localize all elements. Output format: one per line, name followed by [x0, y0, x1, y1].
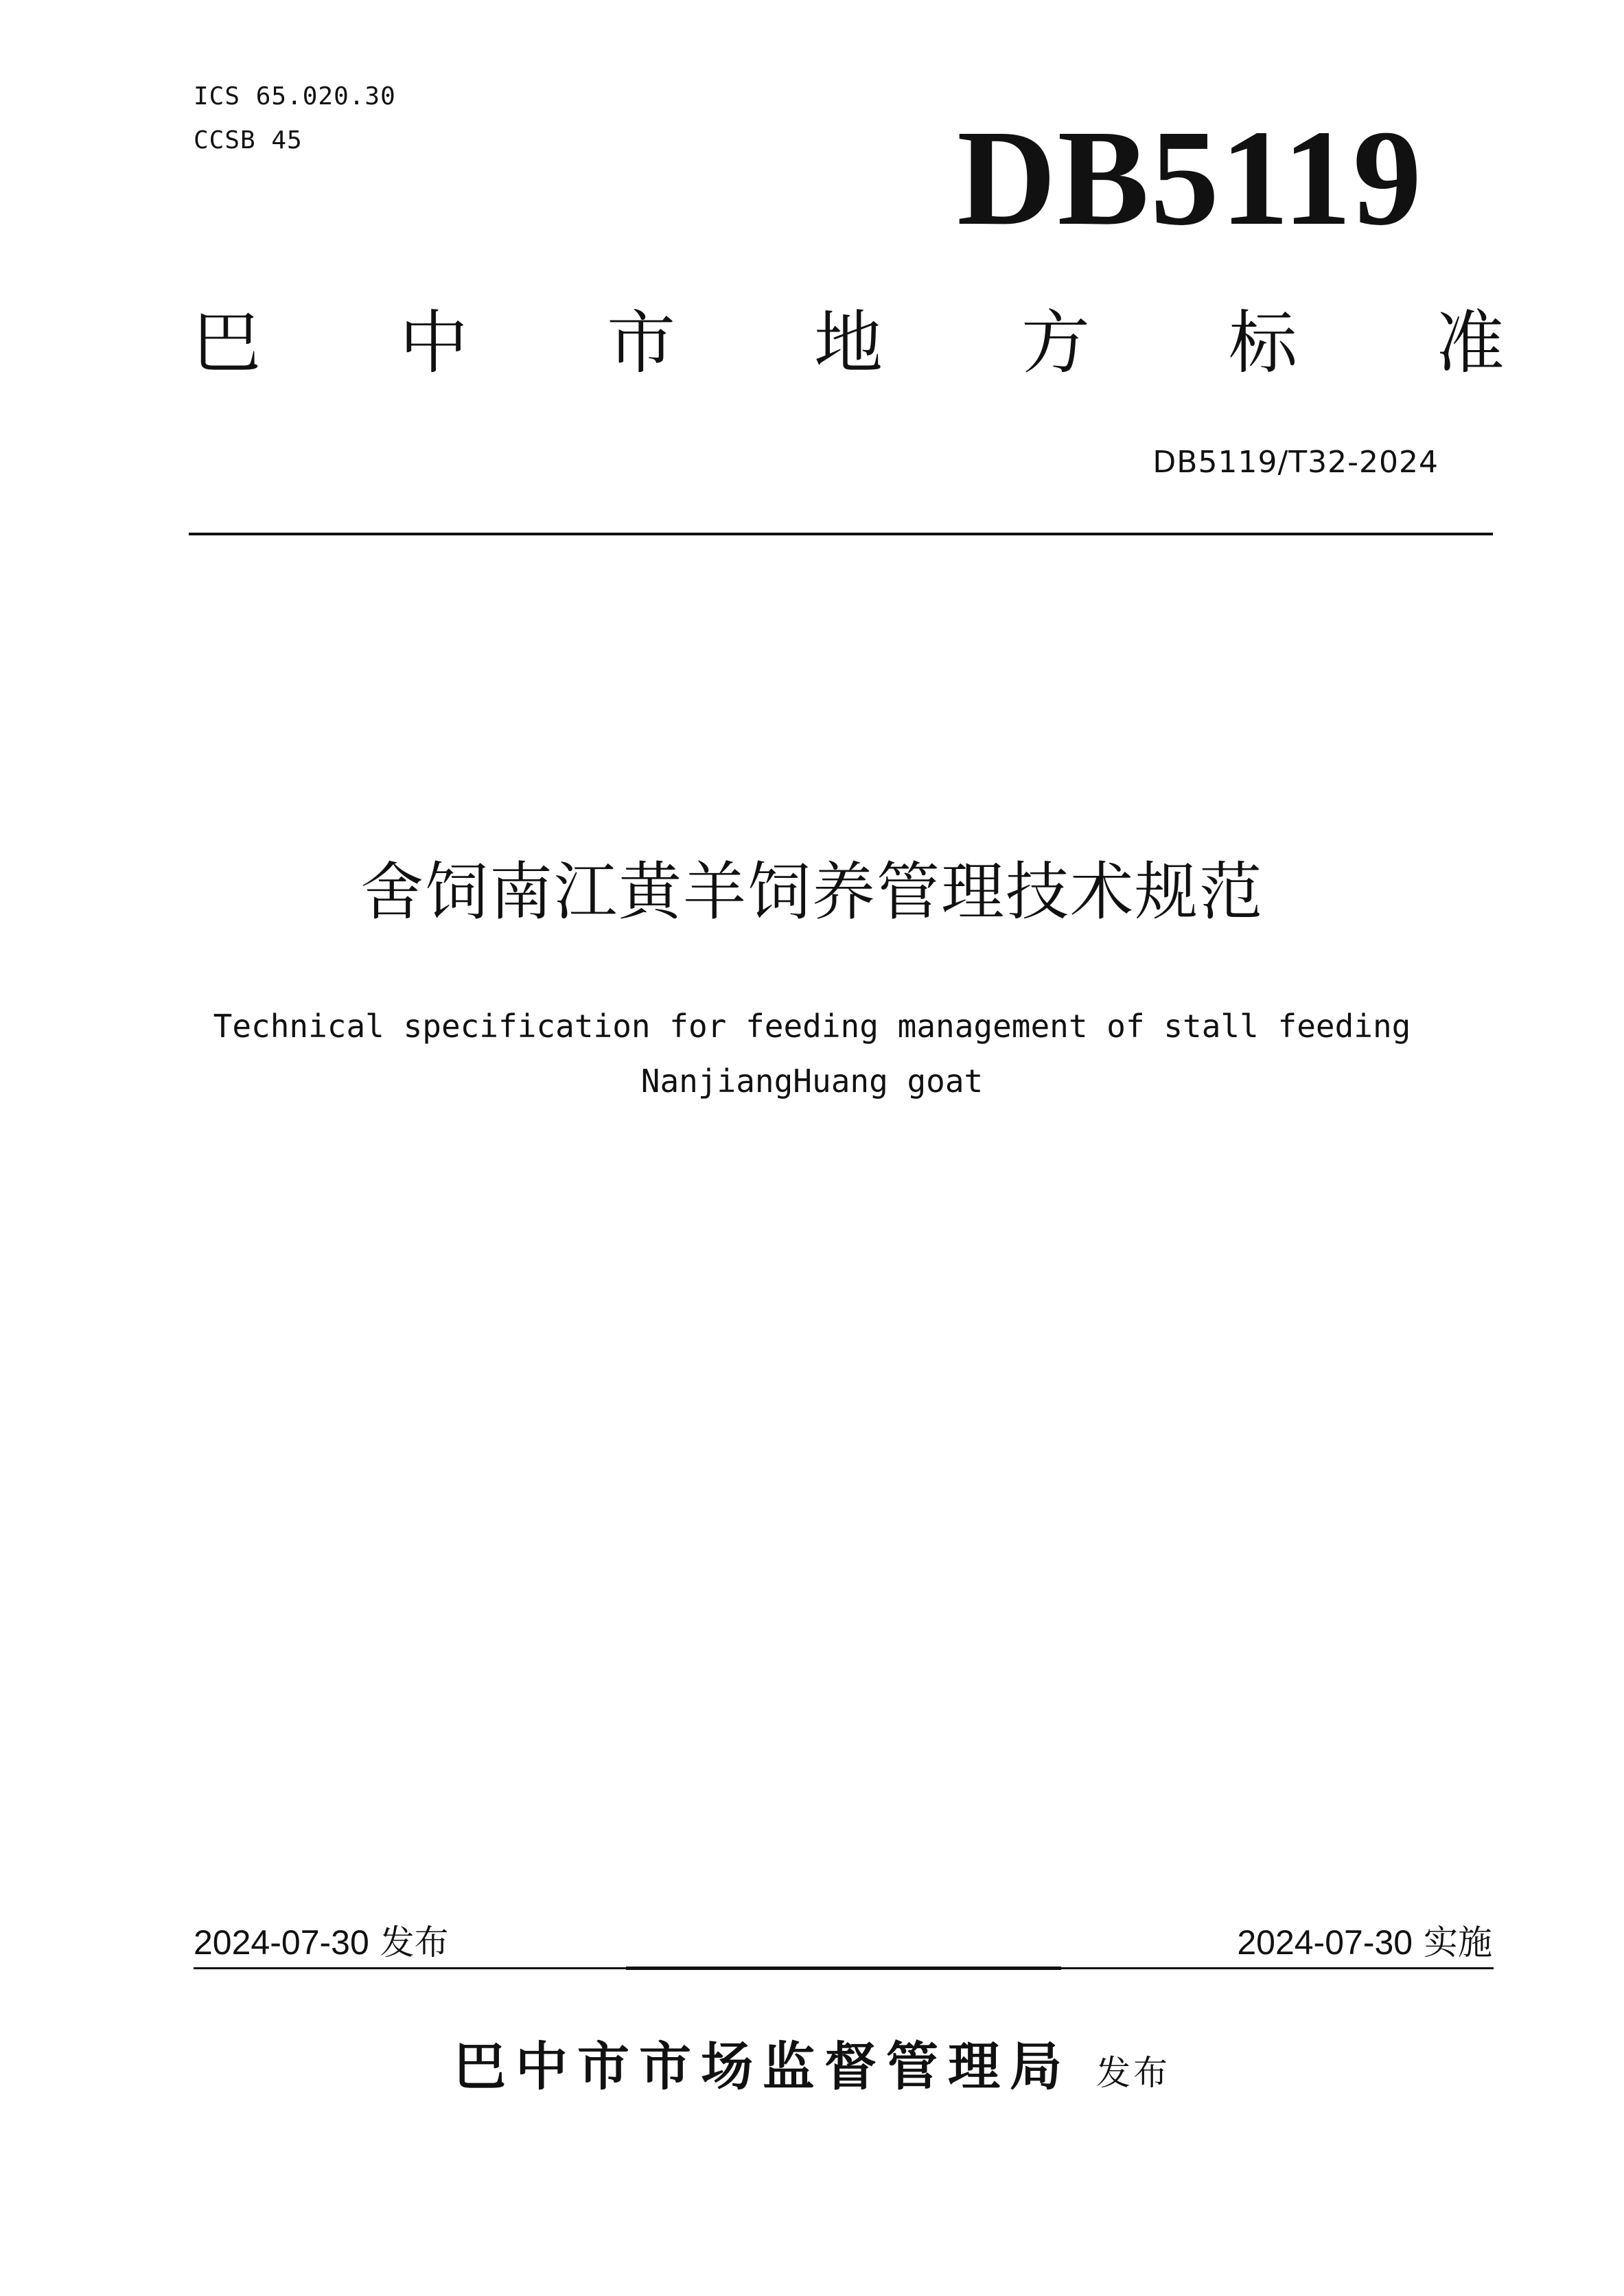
- standard-type-char: 巴: [192, 303, 261, 383]
- standard-type-char: 市: [607, 303, 675, 383]
- publisher-name: 巴中市市场监督管理局: [454, 2036, 1071, 2097]
- issue-date-value: 2024-07-30: [194, 1923, 369, 1962]
- standard-type: [192, 302, 1505, 384]
- ics-code: ICS 65.020.30: [194, 82, 396, 111]
- bottom-divider-right: [1061, 1967, 1494, 1969]
- issue-date-label: 发布: [380, 1923, 449, 1962]
- standard-type-char: 地: [814, 303, 883, 383]
- standard-type-char: 中: [399, 303, 468, 383]
- standard-type-char: 标: [1229, 303, 1297, 383]
- implementation-date: [1237, 1922, 1492, 1963]
- standard-type-char: 方: [1021, 303, 1090, 383]
- top-divider: [189, 533, 1493, 535]
- implementation-date-label: 实施: [1424, 1923, 1492, 1962]
- bottom-divider-left: [194, 1967, 626, 1969]
- publisher-suffix: 发布: [1096, 2053, 1170, 2093]
- title-chinese: 舍饲南江黄羊饲养管理技术规范: [360, 855, 1264, 929]
- ccs-code: CCSB 45: [194, 126, 303, 154]
- issue-date: [194, 1922, 449, 1963]
- bottom-divider-middle: [626, 1967, 1061, 1970]
- standard-type-char: 准: [1436, 303, 1505, 383]
- standard-number: DB5119/T32-2024: [1152, 445, 1439, 480]
- title-english-line1: Technical specification for feeding management of stall feeding: [213, 1008, 1411, 1045]
- title-english-line2: NanjiangHuang goat: [640, 1063, 984, 1100]
- publisher: [0, 2025, 1624, 2100]
- db-code: DB5119: [957, 102, 1423, 254]
- implementation-date-value: 2024-07-30: [1237, 1923, 1413, 1962]
